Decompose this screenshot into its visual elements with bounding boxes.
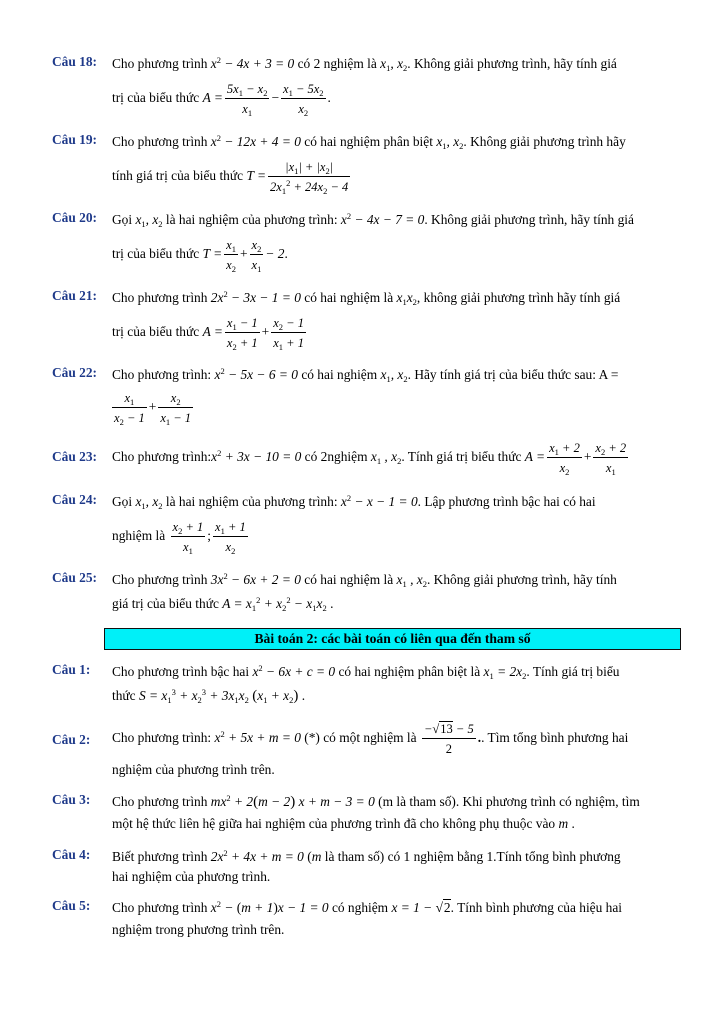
section-heading: Bài toán 2: các bài toán có liên qua đến tham số	[104, 628, 681, 650]
question-label: Câu 18:	[52, 54, 98, 69]
document-page: Câu 18: Cho phương trình $x^2 - 4x + 3 = 0$ có 2 nghiệm là $x_1$, $x_2$. Không giải phương trình, hãy tính giá trị của biểu thức A = $\frac{5x_1 - x_2}{x_1}$ − $\frac{x_1 - 5x_2}{x_2}$ . Câu 19: Cho phương trình $x^2 - 12x + 4 = 0$ có hai nghiệm phân biệt $x_1$, $x_2$. Không giải phương trình hãy tính giá trị của biểu thức T = $\frac{|x_1| + |x_2|}{2x_1^2 + 24x_2 - 4}$ Câu 20: Gọi $x_1$, $x_2$ là hai nghiệm của phương trình: $x^2 - 4x - 7 = 0$. Không giải phương trình, hãy tính giá trị của biểu thức T = $\frac{x_1}{x_2}$ + $\frac{x_2}{x_1}$ − 2. Câu 21: Cho phương trình $2x^2 - 3x - 1 = 0$ có hai nghiệm là $x_1x_2$, không giải phương trình hãy tính giá trị của biểu thức A = $\frac{x_1 - 1}{x_2 + 1}$ + $\frac{x_2 - 1}{x_1 + 1}$ Câu 22: Cho phương trình: $x^2 - 5x - 6 = 0$ có hai nghiệm $x_1$, $x_2$. Hãy tính giá trị của biểu thức sau: A = $\frac{x_1}{x_2 - 1}$ + $\frac{x_2}{x_1 - 1}$ Câu 23: Cho phương $trình:x^2 + 3x - 10 = 0$ có 2nghiệm $x_1$ , $x_2$. Tính giá trị biểu thức A = $\frac{x_1 + 2}{x_2}$ + $\frac{x_2 + 2}{x_1}$ Câu 24: Gọi $x_1$, $x_2$ là hai nghiệm của phương trình: $x^2 - x - 1 = 0$. Lập phương trình bậc hai có hai nghiệm là $\frac{x_2 + 1}{x_1}$ ; $\frac{x_1 + 1}{x_2}$ Câu 25: Cho phương trình $3x^2 - 6x + 2 = 0$ có hai nghiệm là $x_1$ , $x_2$. Không giải phương trình, hãy tính giá trị của biểu thức $A = x_1^2 + x_2^2 - x_1x_2$ . Bài toán 2: các bài toán có liên qua đến tham số Câu 1: Cho phương trình bậc hai $x^2 - 6x + c = 0$ có hai nghiệm phân biệt là $x_1 = 2x_2$. Tính giá trị biểu thức $S = x_1^3 + x_2^3 + 3x_1x_2$ $(x_1 + x_2)$ . Câu 2: Cho phương trình: $x^2 + 5x + m = 0$ (*) có một nghiệm là $\frac{-√13 - 5}{2}$ .. Tìm tổng bình phương hai nghiệm của phương trình trên. Câu 3: Cho phương trình $mx^2 + 2(m - 2) x + m - 3 = 0$ (m là tham số). Khi phương trình có nghiệm, tìm một hệ thức liên hệ giữa hai nghiệm của phương trình đã cho không phụ thuộc vào m . Câu 4: Biết phương trình $2x^2 + 4x + m = 0$ (m là tham số) có 1 nghiệm bằng 1.Tính tổng bình phương hai nghiệm của phương trình. Câu 5: Cho phương trình $x^2 - (m + 1)x - 1 = 0$ có nghiệm x = 1 − √2. Tính bình phương của hiệu hai nghiệm trong phương trình trên.	[0, 0, 725, 1024]
